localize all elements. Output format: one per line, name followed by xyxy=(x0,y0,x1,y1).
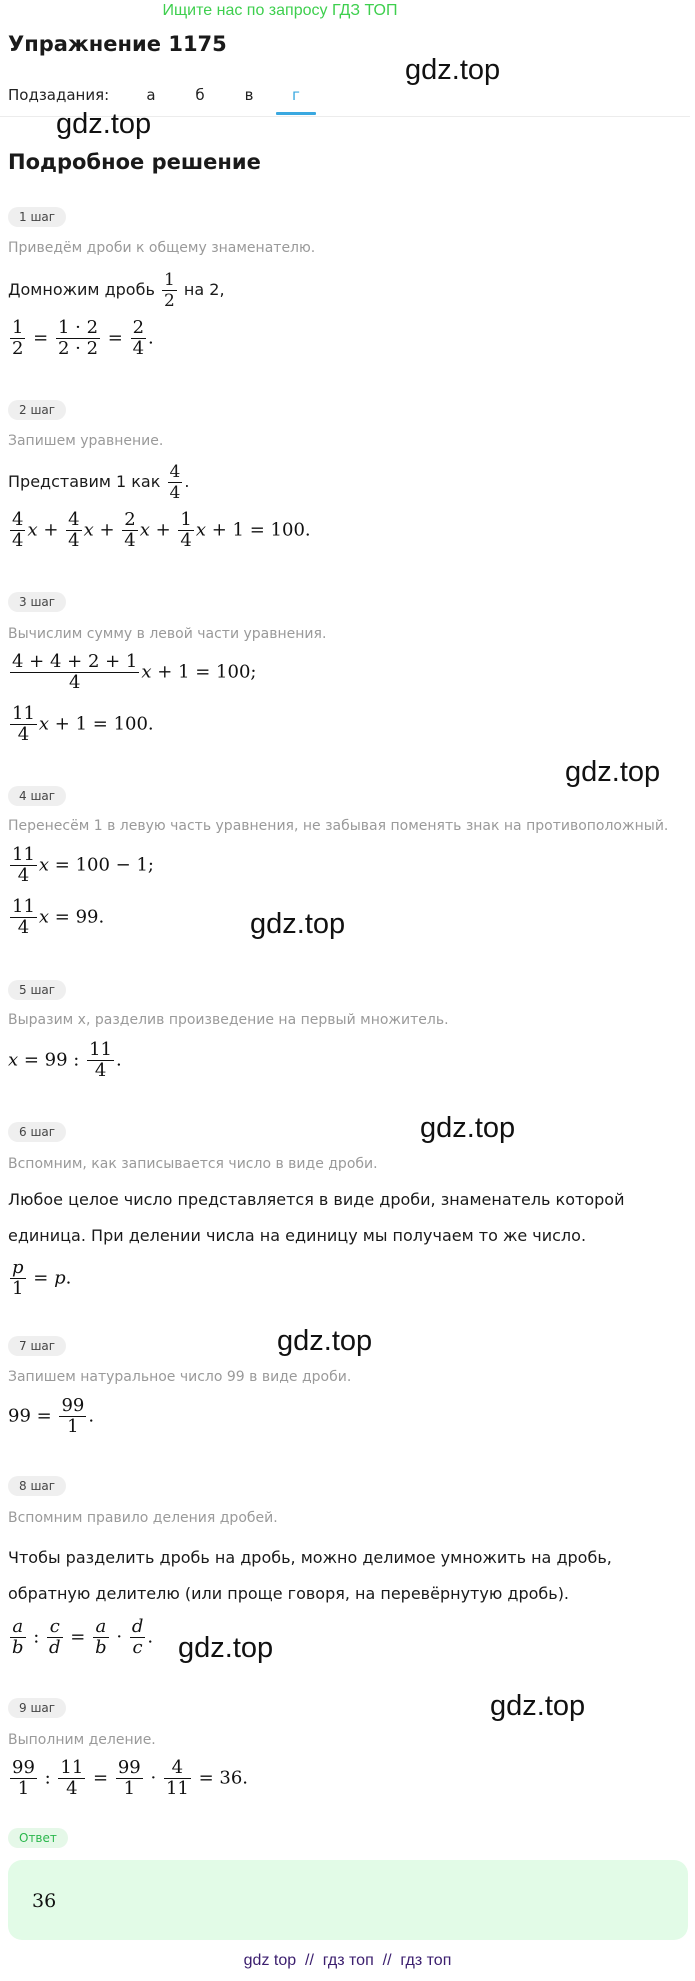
step-badge: 8 шаг xyxy=(8,1476,66,1496)
answer-badge: Ответ xyxy=(8,1828,68,1848)
step-badge: 7 шаг xyxy=(8,1336,66,1356)
solution-heading: Подробное решение xyxy=(8,150,261,174)
formula: 99 = $\frac{99}{1}$ . xyxy=(8,1395,95,1437)
step-hint: Выразим x, разделив произведение на первый множитель. xyxy=(8,1012,449,1028)
text-part: Домножим дробь xyxy=(8,280,155,299)
subtasks-label: Подзадания: xyxy=(8,86,110,104)
footer-links[interactable]: gdz top // гдз топ // гдз топ xyxy=(243,1952,452,1969)
step-badge: 6 шаг xyxy=(8,1122,66,1142)
step-text: единица. При делении числа на единицу мы получаем то же число. xyxy=(8,1226,587,1245)
tab-v[interactable]: в xyxy=(244,86,254,104)
watermark: gdz.top xyxy=(178,1632,274,1664)
step-badge: 9 шаг xyxy=(8,1698,66,1718)
active-tab-indicator xyxy=(276,112,316,115)
step-hint: Приведём дроби к общему знаменателю. xyxy=(8,240,316,256)
step-hint: Вспомним, как записывается число в виде дроби. xyxy=(8,1156,378,1172)
tab-g[interactable]: г xyxy=(292,86,300,104)
step-badge: 5 шаг xyxy=(8,980,66,1000)
text-part: Представим 1 как xyxy=(8,472,161,491)
watermark: gdz.top xyxy=(405,54,501,86)
watermark: gdz.top xyxy=(56,108,152,140)
formula: $\frac{4 + 4 + 2 + 1}{4}$ x + 1 = 100; xyxy=(12,651,257,693)
watermark: gdz.top xyxy=(250,908,346,940)
step-text: Любое целое число представляется в виде дроби, знаменатель которой xyxy=(8,1190,625,1209)
step-badge: 3 шаг xyxy=(8,592,66,612)
step-badge: 1 шаг xyxy=(8,207,66,227)
formula: $\frac{1}{2}$ = $\frac{1 \cdot 2}{2 \cdot 2}$ = $\frac{2}{4}$ . xyxy=(12,317,154,359)
step-hint: Запишем натуральное число 99 в виде дроби. xyxy=(8,1369,352,1385)
formula: $\frac{11}{4}$ x = 99. xyxy=(12,896,105,938)
tab-a[interactable]: а xyxy=(146,86,156,104)
step-hint: Выполним деление. xyxy=(8,1732,156,1748)
step-badge: 4 шаг xyxy=(8,786,66,806)
formula: $\frac{99}{1}$ : $\frac{11}{4}$ = $\frac{99}{1}$ · $\frac{4}{11}$ = 36. xyxy=(12,1757,248,1799)
answer-value: 36 xyxy=(32,1890,57,1912)
page-title: Упражнение 1175 xyxy=(8,32,227,56)
formula: $\frac{a}{b}$ : $\frac{c}{d}$ = $\frac{a}{b}$ · $\frac{d}{c}$ . xyxy=(12,1616,154,1658)
step-hint: Вспомним правило деления дробей. xyxy=(8,1510,278,1526)
step-hint: Вычислим сумму в левой части уравнения. xyxy=(8,626,327,642)
watermark: gdz.top xyxy=(420,1112,516,1144)
numerator: 1 xyxy=(163,270,175,290)
denominator: 2 xyxy=(163,291,175,311)
formula: x = 99 : $\frac{11}{4}$ . xyxy=(8,1039,122,1081)
fraction: $\frac{4}{4}$ xyxy=(169,462,181,503)
search-banner: Ищите нас по запросу ГДЗ ТОП xyxy=(162,2,398,19)
fraction xyxy=(162,270,177,311)
formula: $\frac{11}{4}$ x = 100 − 1; xyxy=(12,844,154,886)
formula: $\frac{p}{1}$ = p. xyxy=(12,1257,72,1299)
answer-box xyxy=(8,1860,688,1940)
text-part: . xyxy=(184,472,190,491)
step-hint: Запишем уравнение. xyxy=(8,433,164,449)
tab-b[interactable]: б xyxy=(195,86,205,104)
step-hint: Перенесём 1 в левую часть уравнения, не забывая поменять знак на противоположный. xyxy=(8,818,669,834)
step-text xyxy=(8,462,189,503)
step-text: Чтобы разделить дробь на дробь, можно делимое умножить на дробь, xyxy=(8,1548,612,1567)
formula: $\frac{4}{4}$ x + $\frac{4}{4}$ x + $\frac{2}{4}$ x + $\frac{1}{4}$ x + 1 = 100. xyxy=(12,509,311,551)
watermark: gdz.top xyxy=(490,1690,586,1722)
watermark: gdz.top xyxy=(277,1325,373,1357)
step-text xyxy=(8,270,225,311)
formula: $\frac{11}{4}$ x + 1 = 100. xyxy=(12,703,154,745)
watermark: gdz.top xyxy=(565,756,661,788)
text-part: на 2, xyxy=(183,280,225,299)
step-text: обратную делителю (или проще говоря, на перевёрнутую дробь). xyxy=(8,1584,570,1603)
step-badge: 2 шаг xyxy=(8,400,66,420)
